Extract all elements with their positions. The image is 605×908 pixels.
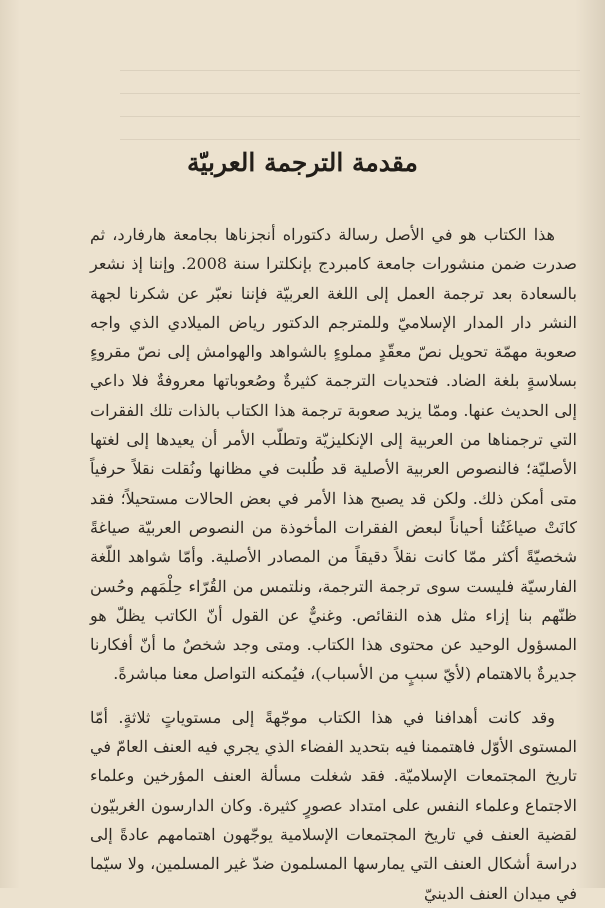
paragraph-2: وقد كانت أهدافنا في هذا الكتاب موجّهةً إلى مستوياتٍ ثلاثةٍ. أمّا المستوى الأوّل فاهتممنا فيه بتحديد الفضاء الذي يجري فيه العنف العامّ في تاريخ المجتمعات الإسلاميّة. فقد شغلت مسألة العنف المؤرخين وعلماء الاجتماع وعلماء النفس على امتداد عصورٍ كثيرة. وكان الدارسون الغربيّون لقضية العنف في تاريخ المجتمعات الإسلامية يوجّهون اهتمامهم عادةً إلى دراسة أشكال العنف التي يمارسها المسلمون ضدّ غير المسلمين، ولا سيّما في ميدان العنف الدينيّ xyxy=(90,707,578,903)
body-text xyxy=(90,220,577,908)
page-title: مقدمة الترجمة العربيّة xyxy=(187,148,418,177)
paragraph-1: هذا الكتاب هو في الأصل رسالة دكتوراه أنجزناها بجامعة هارفارد، ثم صدرت ضمن منشورات جامعة كامبردج بإنكلترا سنة 2008. وإننا إذ نشعر بالسعادة بعد ترجمة العمل إلى اللغة العربيّة فإننا نعبّر عن شكرنا لجهة النشر دار المدار الإسلاميّ وللمترجم الدكتور رياض الميلادي الذي واجه صعوبة مهمّة تحويل نصّ معقّدٍ مملوءٍ بالشواهد والهوامش إلى نصّ مقروءٍ بسلاسةٍ بلغة الضاد. فتحديات الترجمة كثيرةٌ وصُعوباتها معروفةٌ فلا داعي إلى الحديث عنها. وممّا يزيد صعوبة ترجمة هذا الكتاب بالذات تلك الفقرات التي ترجمناها من العربية إلى الإنكليزيّة وتطلّب الأمر أن يعيدها إلى لغتها الأصليّة؛ فالنصوص العربية الأصلية قد طُلبت في مظانها ونُقلت نقلاً حرفياً متى أمكن ذلك. ولكن قد يصبح هذا الأمر في بعض الحالات مستحيلاً؛ فقد كانَتْ صياغَتُنا أحياناً لبعض الفقرات المأخوذة من النصوص العربيّة صياغةً شخصيّةً أكثر ممّا كانت نقلاً دقيقاً من المصادر الأصلية. وأمّا شواهد اللّغة الفارسيّة فليست سوى ترجمة الترجمة، ونلتمس من القُرّاء حِلْمَهم وحُسن ظنّهم بنا إزاء مثل هذه النقائص. وغنيٌّ عن القول أنّ الكاتب يظلّ هو المسؤول الوحيد عن محتوى هذا الكتاب. ومتى وجد شخصٌ ما أنّ أفكارنا جديرةٌ بالاهتمام (لأيّ سببٍ من الأسباب)، فيُمكنه التواصل معنا مباشرةً. xyxy=(90,225,578,684)
